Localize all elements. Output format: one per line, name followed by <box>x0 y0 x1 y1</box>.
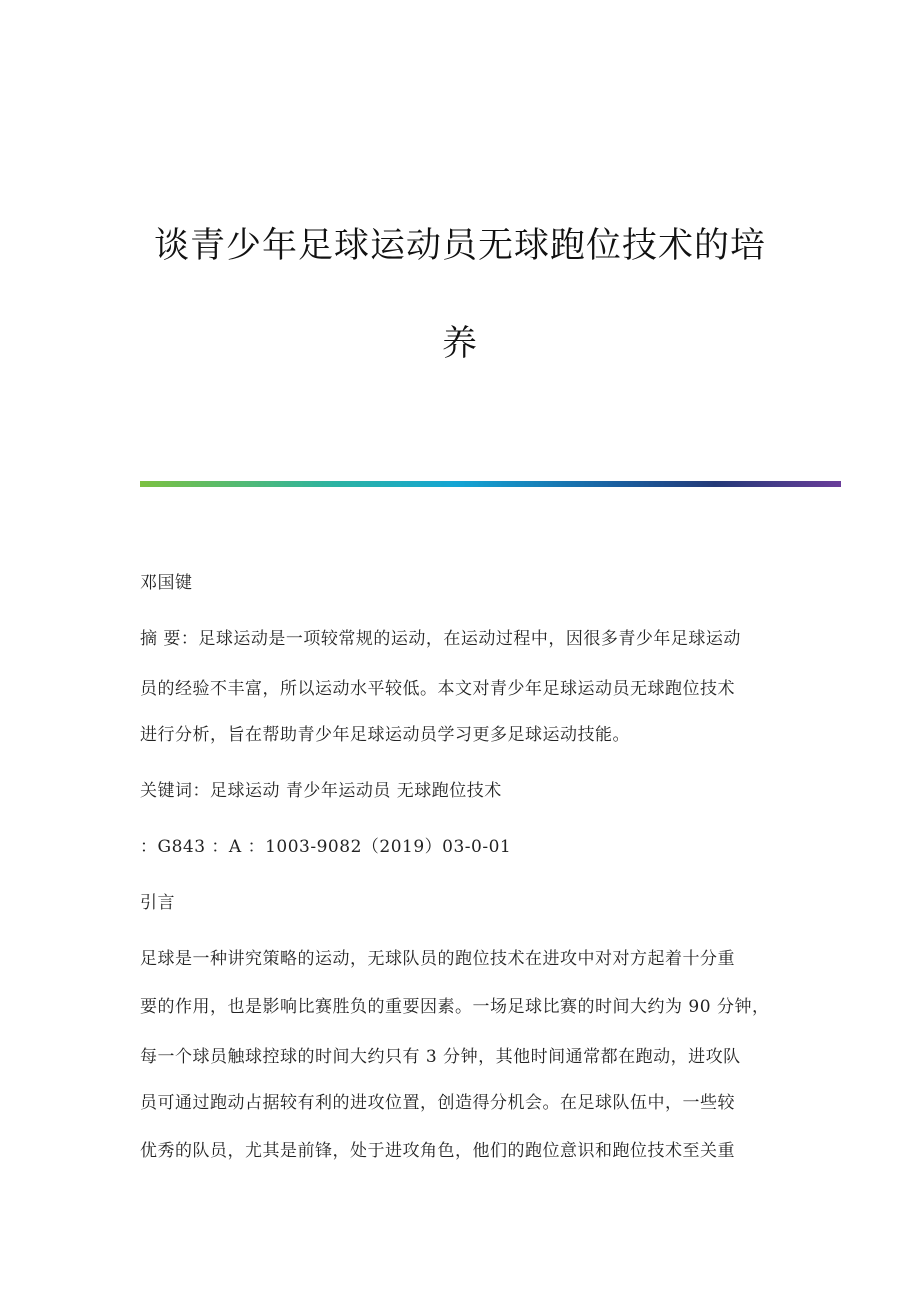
classification-codes: ：G843 ：A ：1003-9082（2019）03-0-01 <box>140 837 512 857</box>
body-line-2: 要的作用，也是影响比赛胜负的重要因素。一场足球比赛的时间大约为 90 分钟， <box>140 997 770 1017</box>
keywords: 关键词：足球运动 青少年运动员 无球跑位技术 <box>140 781 502 801</box>
title-line-2: 养 <box>441 324 478 364</box>
intro-heading: 引言 <box>140 893 175 913</box>
body-line-4: 员可通过跑动占据较有利的进攻位置，创造得分机会。在足球队伍中，一些较 <box>140 1093 735 1113</box>
author-name: 邓国键 <box>140 573 193 593</box>
body-line-3: 每一个球员触球控球的时间大约只有 3 分钟，其他时间通常都在跑动，进攻队 <box>140 1047 741 1067</box>
body-line-5: 优秀的队员，尤其是前锋，处于进攻角色，他们的跑位意识和跑位技术至关重 <box>140 1141 735 1161</box>
abstract-line-2: 员的经验不丰富，所以运动水平较低。本文对青少年足球运动员无球跑位技术 <box>140 679 735 699</box>
title-line-1: 谈青少年足球运动员无球跑位技术的培 <box>153 226 766 266</box>
body-line-1: 足球是一种讲究策略的运动，无球队员的跑位技术在进攻中对对方起着十分重 <box>140 949 735 969</box>
abstract-line-1: 摘 要：足球运动是一项较常规的运动，在运动过程中，因很多青少年足球运动 <box>140 629 741 649</box>
gradient-divider <box>140 481 841 487</box>
abstract-line-3: 进行分析，旨在帮助青少年足球运动员学习更多足球运动技能。 <box>140 725 630 745</box>
